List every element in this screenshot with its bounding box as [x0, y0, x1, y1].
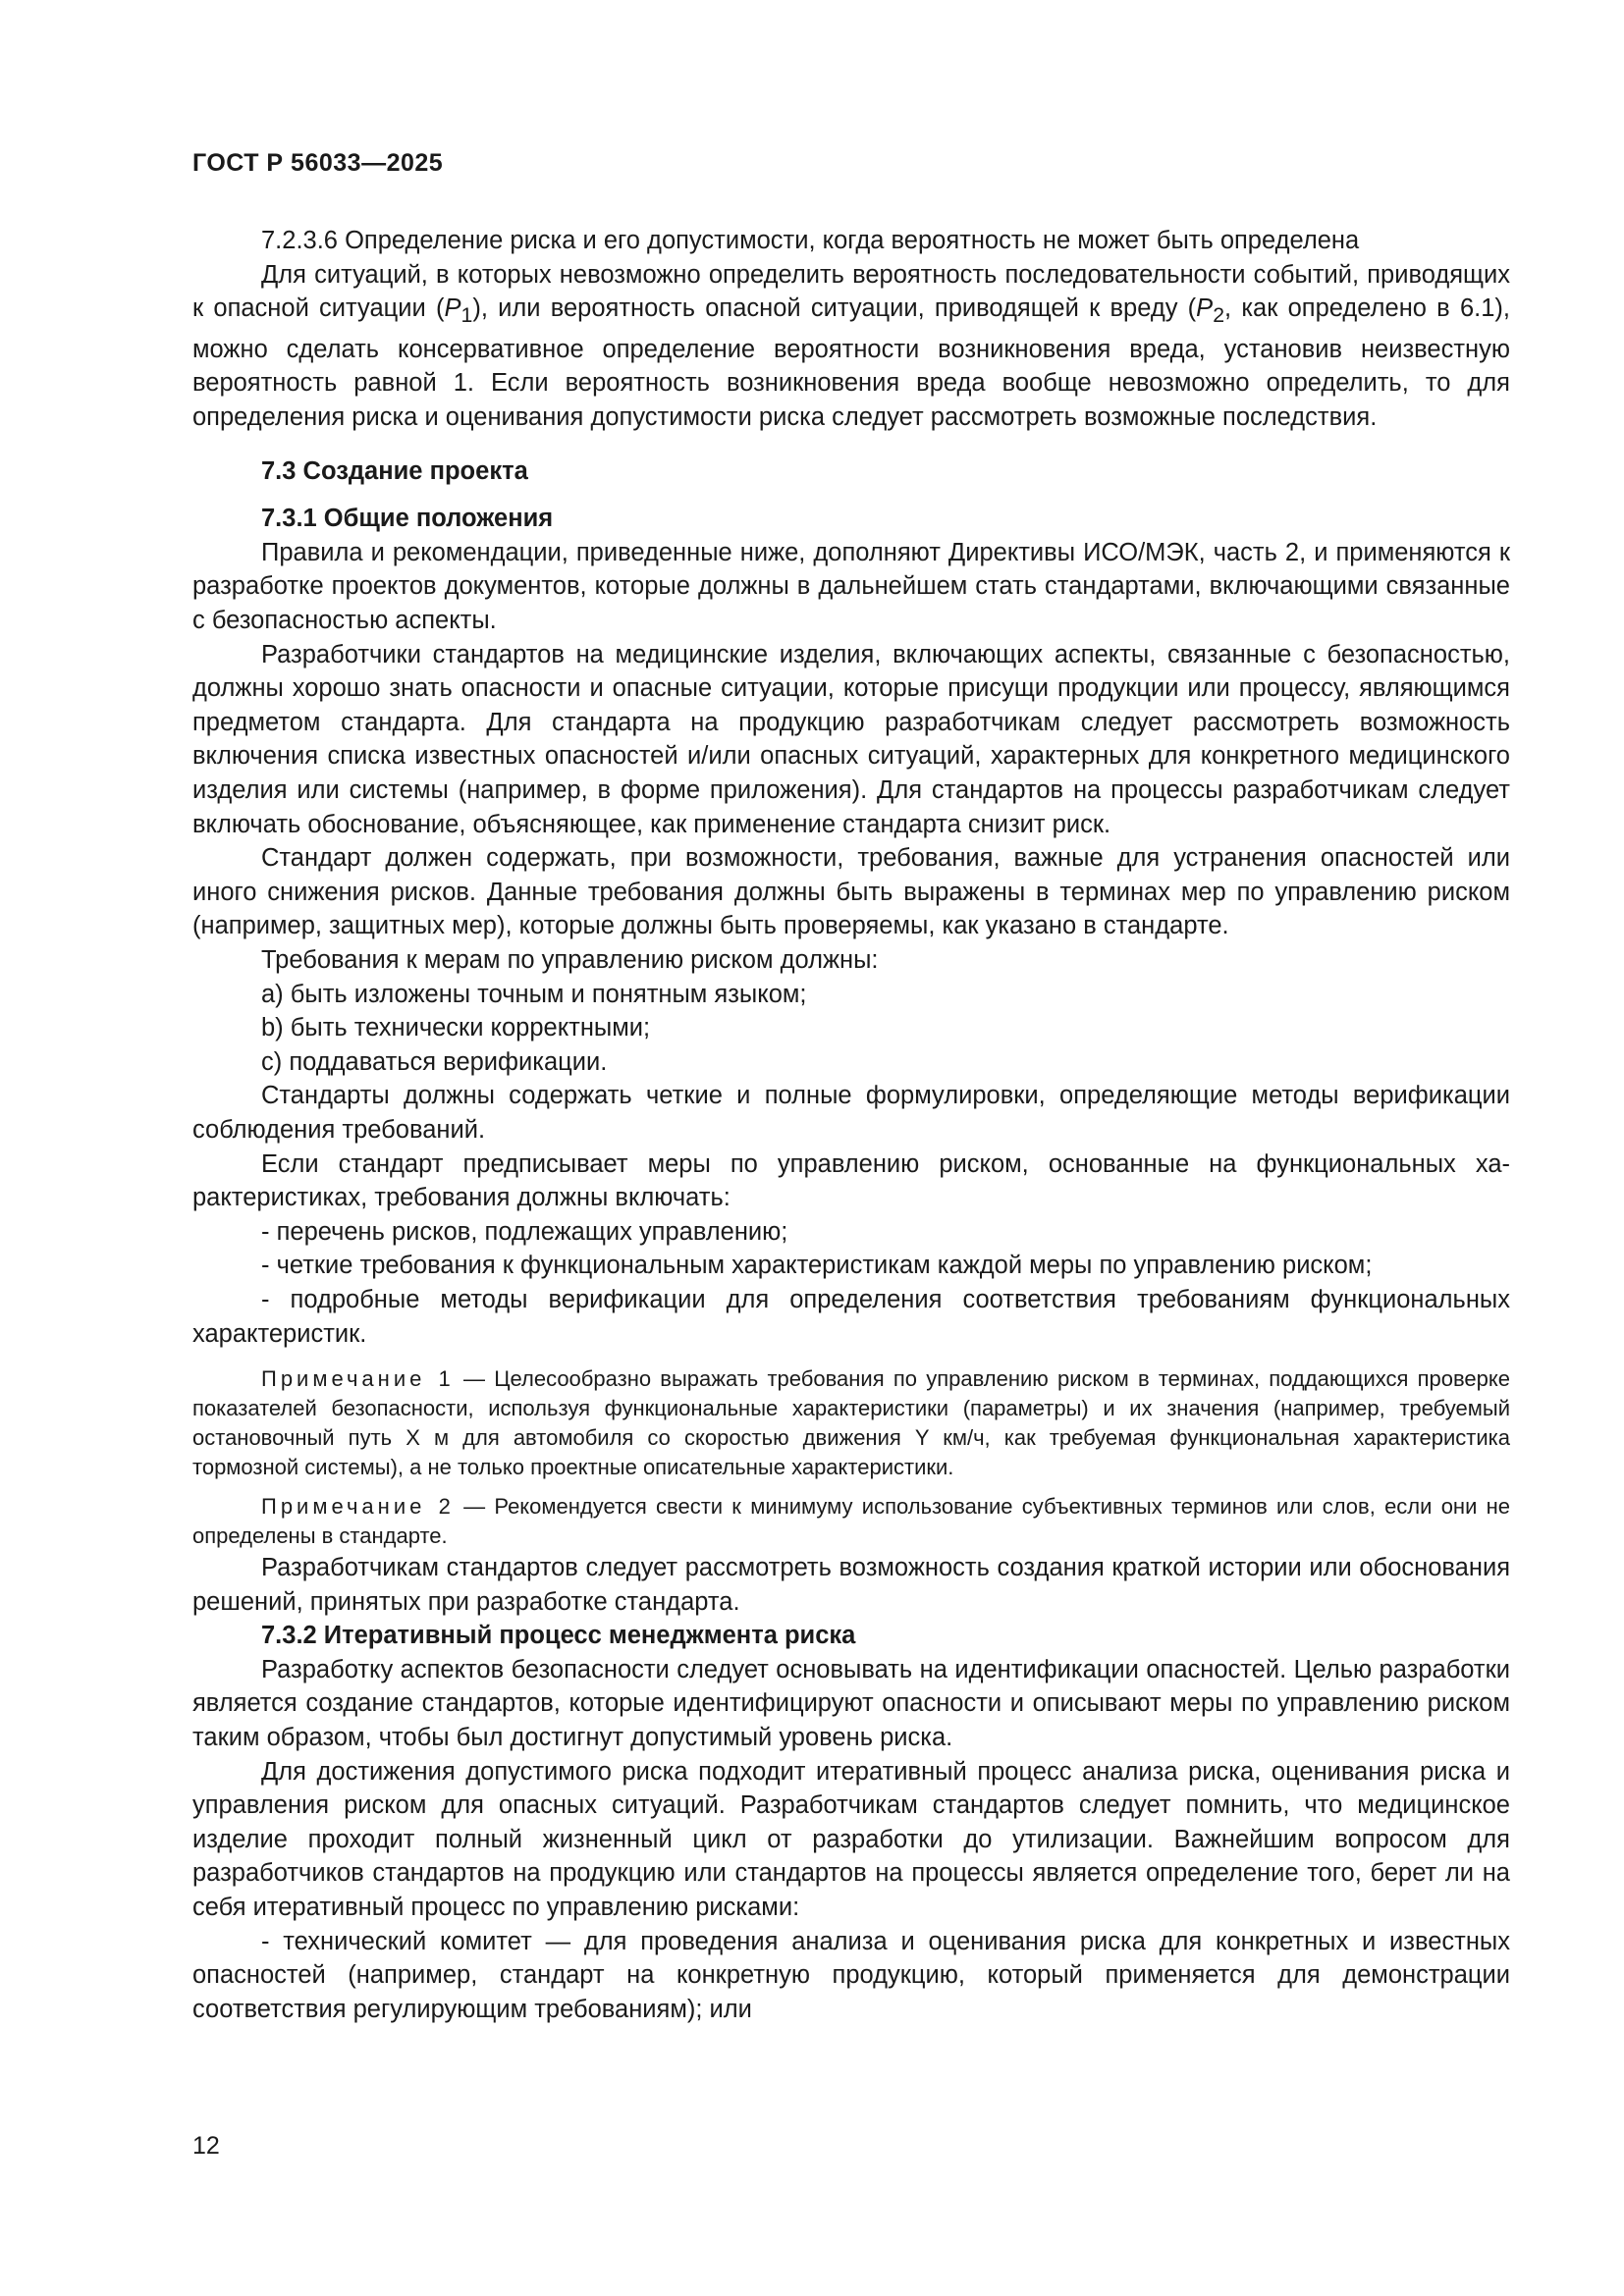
note-text: — Рекомендуется свести к минимуму использование субъективных терминов или слов, если они не определены в стандарте. [192, 1494, 1511, 1549]
notes-block [192, 1364, 1510, 1551]
clause-text-part: ), или вероятность опасной ситуации, приводящей к вреду ( [472, 294, 1197, 323]
paragraph: Разработчикам стандартов следует рассмотреть возможность создания краткой истории или обоснования решений, принятых при разработке стандарта. [192, 1554, 1510, 1616]
section-7-3-title: 7.3 Создание проекта [261, 456, 528, 485]
paragraph: Правила и рекомендации, приведенные ниже, дополняют Директивы ИСО/МЭК, часть 2, и применяются к разработке проектов документов, которые должны в дальнейшем стать стандартами, включающими связанные с безопасностью аспекты. [192, 538, 1510, 635]
probability-subscript: 1 [460, 303, 473, 328]
paragraph: Если стандарт предписывает меры по управлению риском, основанные на функциональных характеристиках, требования должны включать: [192, 1149, 1510, 1212]
clause-text-part: , как определено в 6.1), можно сделать консервативное определение вероятности возникновения вреда, установив неизвестную вероятность равной 1. Если вероятность возникновения вреда вообще невозможно определить, то для определения риска и оценивания допустимости риска следует рассмотреть возможные последствия. [192, 294, 1510, 432]
list-item: c) поддаваться верификации. [261, 1047, 608, 1076]
probability-symbol: P [444, 294, 461, 323]
list-item: - перечень рисков, подлежащих управлению; [261, 1217, 788, 1246]
clause-7-2-3-6-text [192, 258, 1510, 435]
note-text: — Целесообразно выражать требования по управлению риском в терминах, поддающихся проверке показателей безопасности, используя функциональные характеристики (параметры) и их значения (например, требуемый остановочный путь X м для автомобиля со скоростью движения Y км/ч, как требуемая функциональная характеристика тормозной системы), а не только проектные описательные характеристики. [192, 1366, 1511, 1480]
clause-7-2-3-6-title: 7.2.3.6 Определение риска и его допустимости, когда вероятность не может быть определена [261, 227, 1360, 254]
paragraph: Разработку аспектов безопасности следует основывать на идентификации опасностей. Целью разработки является создание стандартов, которые идентифицируют опасности и описывают меры по управлению риском таким образом, чтобы был достигнут допустимый уровень риска. [192, 1655, 1510, 1752]
note-2 [192, 1492, 1510, 1551]
list-item: - четкие требования к функциональным характеристикам каждой меры по управлению риском; [261, 1252, 1373, 1280]
subsection-7-3-1-title: 7.3.1 Общие положения [261, 505, 554, 533]
note-1 [192, 1364, 1510, 1482]
paragraph: Требования к мерам по управлению риском должны: [261, 945, 879, 974]
note-label: Примечание 2 [261, 1494, 455, 1520]
page-content [192, 224, 1510, 2026]
page-number: 12 [192, 2132, 220, 2160]
list-item: a) быть изложены точным и понятным языком; [261, 980, 807, 1008]
paragraph: Для достижения допустимого риска подходит итеративный процесс анализа риска, оценивания риска и управления риском для опасных ситуаций. Разработчикам стандартов следует помнить, что медицинское изделие проходит полный жизненный цикл от разработки до утилизации. Важнейшим вопросом для разработчиков стандартов на продукцию или стандартов на процессы является определение того, берет ли на себя итеративный процесс по управлению рисками: [192, 1757, 1510, 1922]
paragraph: - технический комитет — для проведения анализа и оценивания риска для конкретных и известных опасностей (например, стандарт на конкретную продукцию, который применяется для демонстрации соответствия регулирующим требованиям); или [192, 1927, 1510, 2023]
list-item: - подробные методы верификации для определения соответствия требованиям функциональных характеристик. [192, 1285, 1510, 1348]
probability-subscript: 2 [1213, 303, 1225, 328]
standard-header: ГОСТ Р 56033—2025 [192, 149, 444, 177]
paragraph: Стандарты должны содержать четкие и полные формулировки, определяющие методы верификации соблюдения требований. [192, 1082, 1510, 1144]
clause-text-part: Для ситуаций, в которых невозможно определить вероятность последовательности событий, приводящих к опасной ситуации ( [192, 260, 1510, 323]
paragraph: Стандарт должен содержать, при возможности, требования, важные для устранения опасностей или иного снижения рисков. Данные требования должны быть выражены в терминах мер по управлению риском (например, защитных мер), которые должны быть проверяемы, как указано в стандарте. [192, 844, 1510, 940]
list-item: b) быть технически корректными; [261, 1014, 651, 1042]
probability-symbol: P [1196, 294, 1214, 323]
note-label: Примечание 1 [261, 1366, 455, 1392]
subsection-7-3-2-title: 7.3.2 Итеративный процесс менеджмента риска [261, 1622, 856, 1650]
paragraph: Разработчики стандартов на медицинские изделия, включающих аспекты, связанные с безопасностью, должны хорошо знать опасности и опасные ситуации, которые присущи продукции или процессу, являющимся предметом стандарта. Для стандарта на продукцию разработчикам следует рассмотреть возможность включения списка известных опасностей и/или опасных ситуаций, характерных для конкретного медицинского изделия или системы (например, в форме приложения). Для стандартов на процессы разработчикам следует включать обоснование, объясняющее, как применение стандарта снизит риск. [192, 640, 1510, 838]
